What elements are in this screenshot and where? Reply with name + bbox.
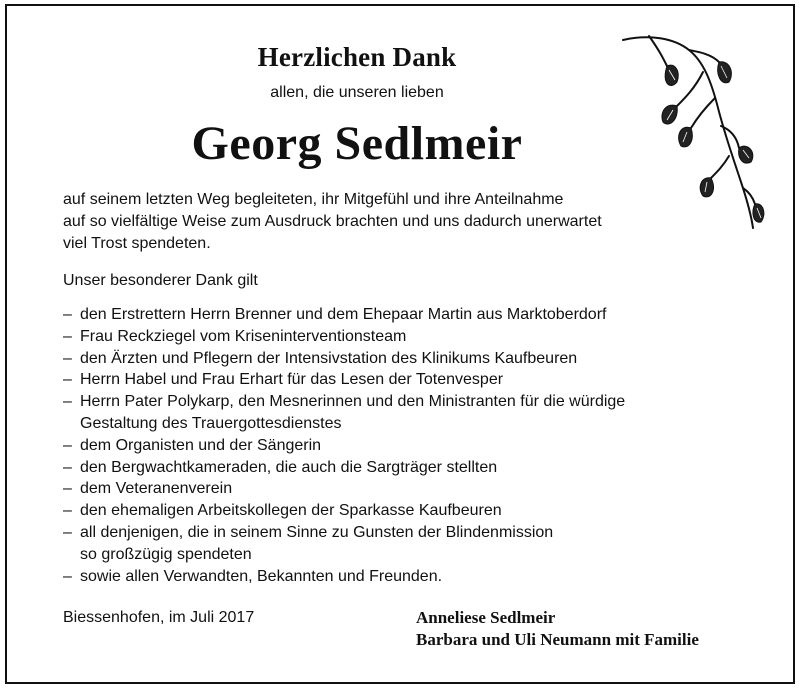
thanks-heading: Unser besonderer Dank gilt	[63, 272, 258, 289]
intro-text	[63, 189, 663, 255]
list-item: – den ehemaligen Arbeitskollegen der Sparkasse Kaufbeuren	[63, 500, 763, 522]
dash-bullet: –	[63, 436, 72, 454]
list-item: – den Bergwachtkameraden, die auch die Sargträger stellten	[63, 457, 763, 479]
list-item: – den Erstrettern Herrn Brenner und dem Ehepaar Martin aus Marktoberdorf	[63, 304, 763, 326]
dash-bullet: –	[63, 371, 72, 389]
list-item: – Herrn Habel und Frau Erhart für das Lesen der Totenvesper	[63, 369, 763, 391]
dash-bullet: –	[63, 327, 72, 345]
list-item: – all denjenigen, die in seinem Sinne zu Gunsten der Blindenmission so großzügig spendeten	[63, 523, 554, 563]
dash-bullet: –	[63, 393, 72, 411]
notice-subtitle: allen, die unseren lieben	[270, 84, 444, 101]
list-item: – dem Organisten und der Sängerin	[63, 435, 763, 457]
intro-line: auf so vielfältige Weise zum Ausdruck brachten und uns dadurch unerwartet	[63, 213, 602, 230]
thanks-list	[63, 304, 763, 587]
list-item: – sowie allen Verwandten, Bekannten und Freunden.	[63, 566, 763, 588]
signature-line: Barbara und Uli Neumann mit Familie	[416, 630, 699, 649]
signature-line: Anneliese Sedlmeir	[416, 608, 556, 627]
intro-line: auf seinem letzten Weg begleiteten, ihr Mitgefühl und ihre Anteilnahme	[63, 191, 564, 208]
list-item: – dem Veteranenverein	[63, 478, 763, 500]
intro-line: viel Trost spendeten.	[63, 235, 211, 252]
notice-title: Herzlichen Dank	[257, 42, 457, 72]
obituary-thanks-notice	[5, 4, 795, 684]
dash-bullet: –	[63, 502, 72, 520]
dash-bullet: –	[63, 458, 72, 476]
dash-bullet: –	[63, 349, 72, 367]
place-and-date: Biessenhofen, im Juli 2017	[63, 609, 255, 626]
list-item: – Herrn Pater Polykarp, den Mesnerinnen und den Ministranten für die würdige Gestaltung des Trauergottesdienstes	[63, 393, 626, 432]
dash-bullet: –	[63, 567, 72, 585]
dash-bullet: –	[63, 306, 72, 323]
list-item: – den Ärzten und Pflegern der Intensivstation des Klinikums Kaufbeuren	[63, 348, 763, 370]
list-item: – Frau Reckziegel vom Kriseninterventionsteam	[63, 326, 763, 348]
deceased-name: Georg Sedlmeir	[191, 117, 523, 170]
signatures	[416, 607, 699, 651]
dash-bullet: –	[63, 480, 72, 498]
dash-bullet: –	[63, 523, 72, 541]
